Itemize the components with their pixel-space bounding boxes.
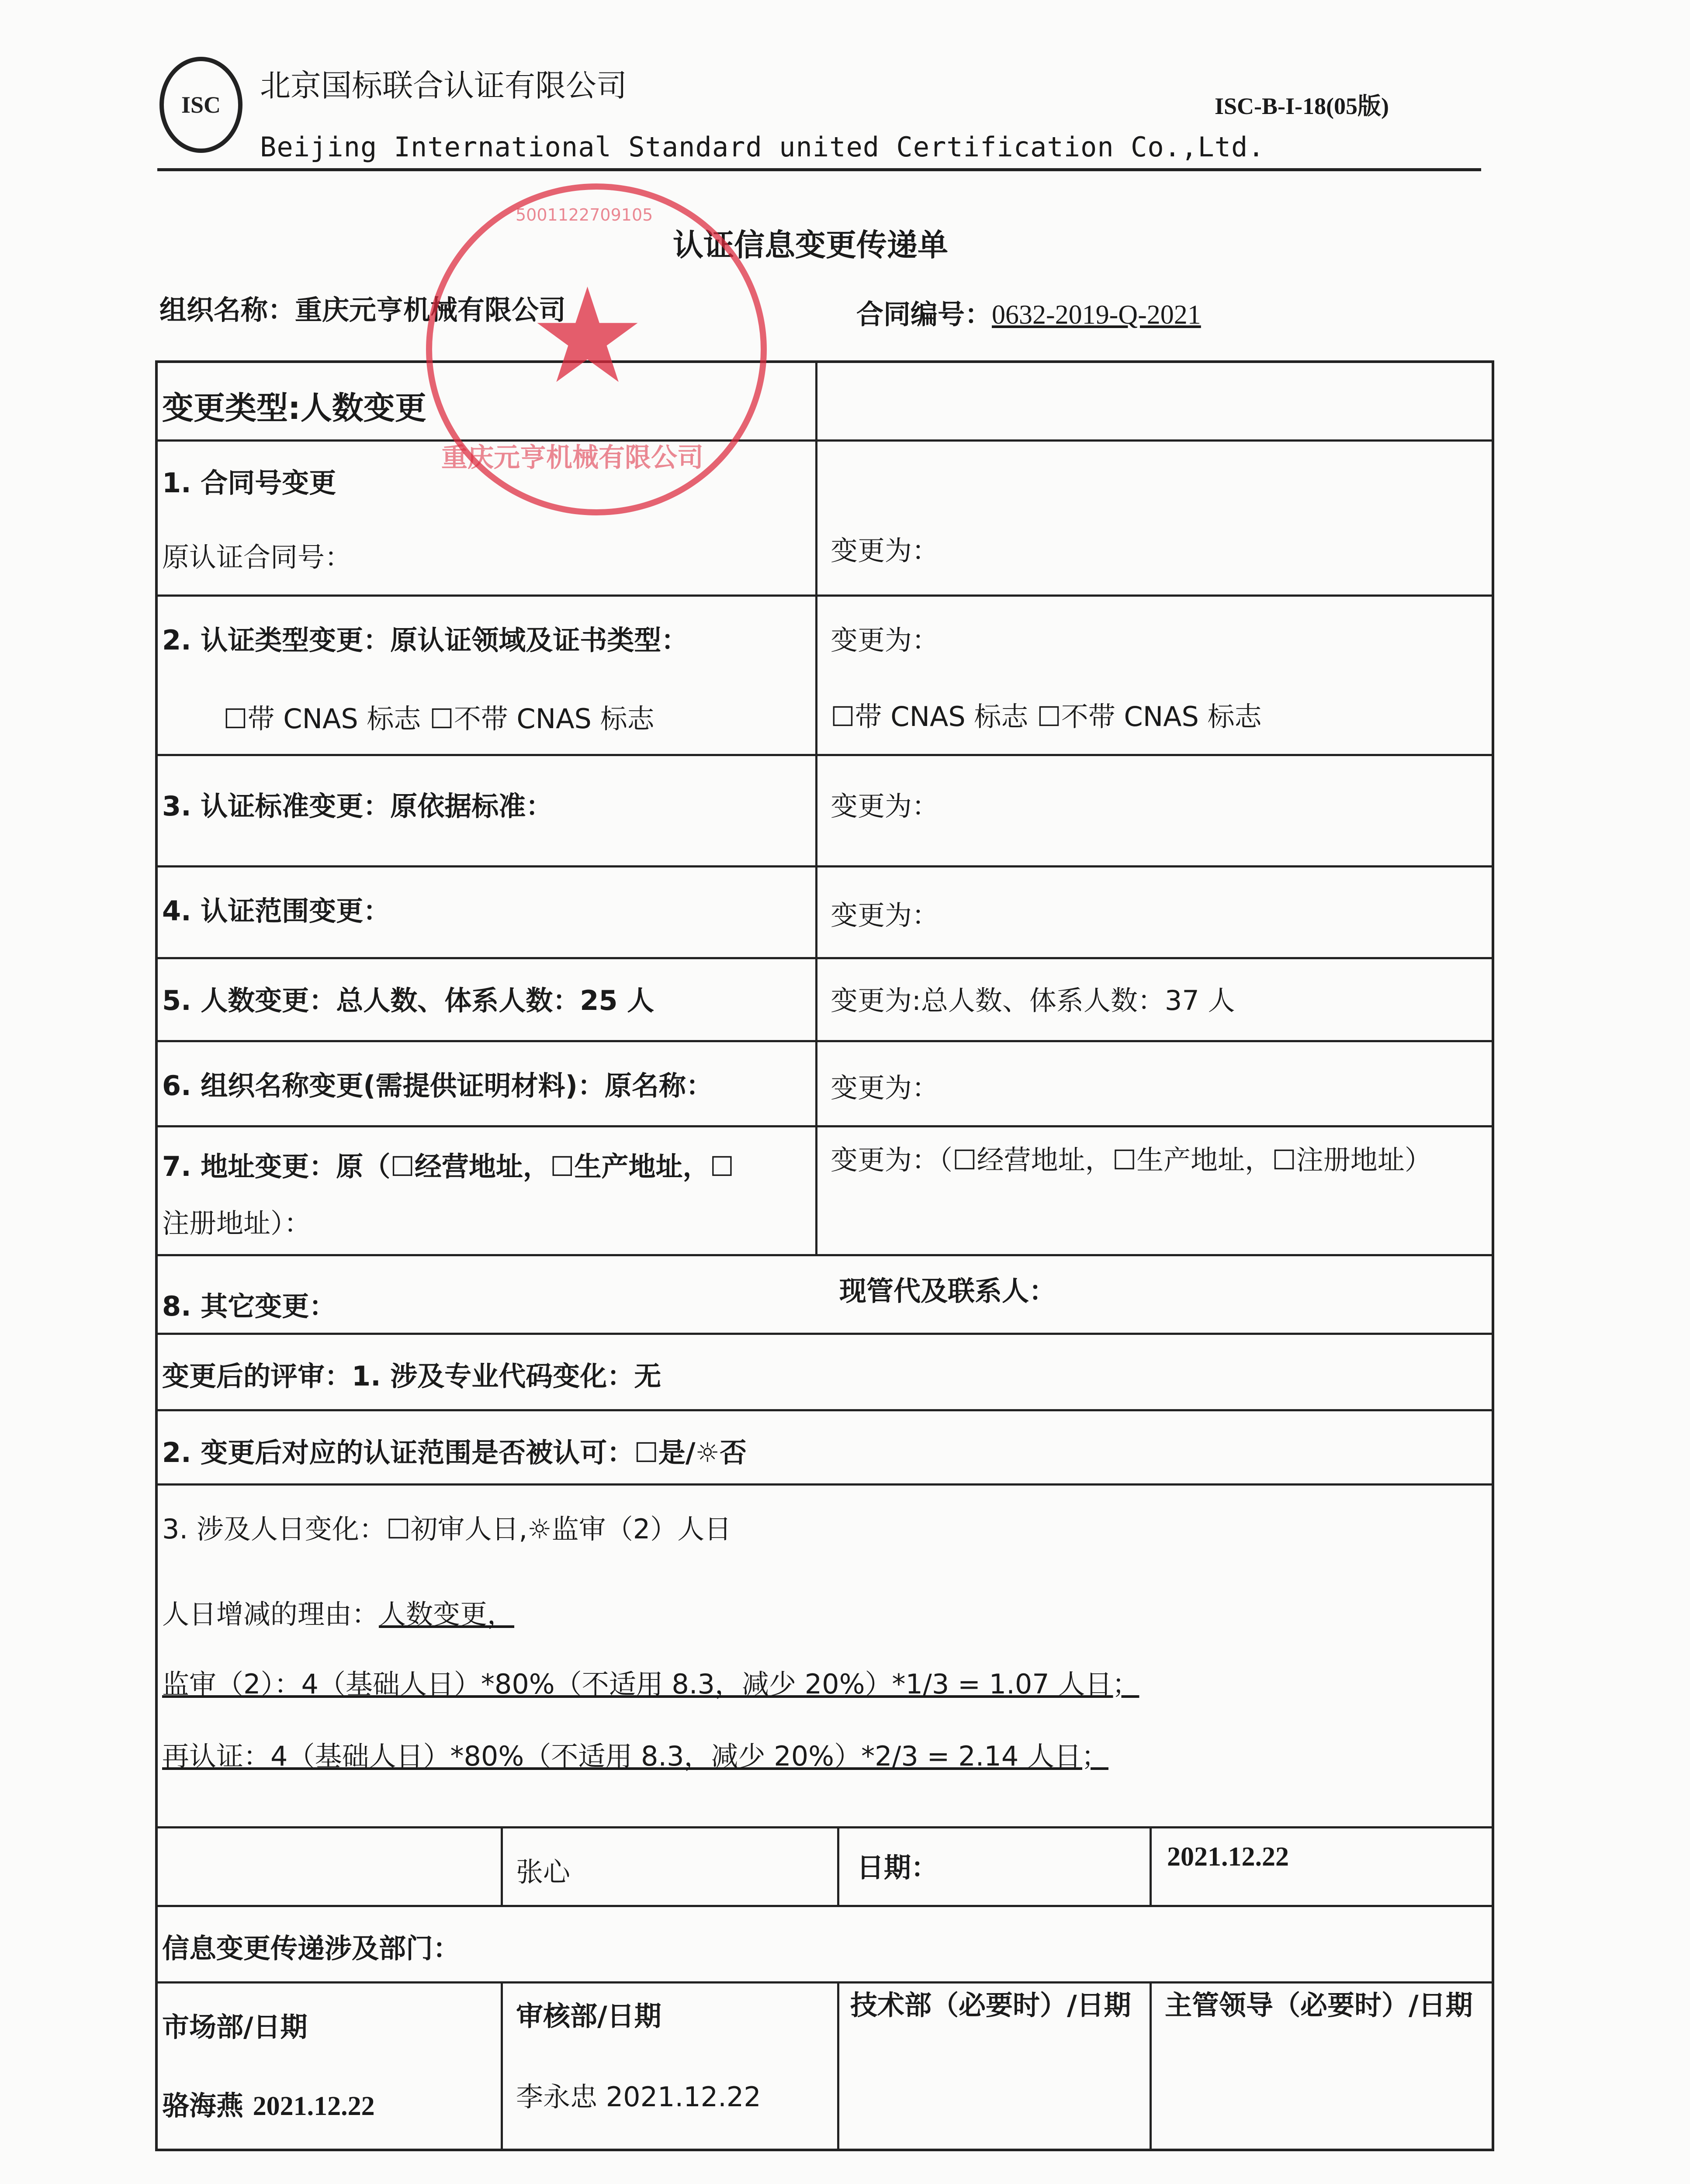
organization-name: 组织名称：重庆元亨机械有限公司 (159, 294, 566, 326)
audit-signature: 李永忠 2021.12.22 (516, 2081, 761, 2113)
reviewer-name: 张心 (516, 1856, 571, 1888)
headcount-change: 5. 人数变更：总人数、体系人数：25 人 (162, 985, 655, 1016)
contract-number-label: 合同编号： (856, 298, 992, 330)
address-change-cont: 注册地址）： (162, 1207, 312, 1239)
row-divider (158, 1826, 1493, 1828)
cert-type-new-options: ☐带 CNAS 标志 ☐不带 CNAS 标志 (831, 701, 1262, 733)
original-contract-label: 原认证合同号： (162, 541, 352, 573)
standard-change: 3. 认证标准变更：原依据标准： (162, 790, 553, 822)
company-name-cn: 北京国标联合认证有限公司 (260, 68, 627, 104)
surveillance-calc: 监审（2）：4（基础人日）*80%（不适用 8.3，减少 20%）*1/3 = 1.07 人日； (162, 1668, 1139, 1700)
scope-change-to: 变更为： (831, 899, 939, 931)
review-scope-accredited: 2. 变更后对应的认证范围是否被认可：☐是/☼否 (162, 1437, 747, 1469)
mandays-reason-value: 人数变更， (379, 1598, 515, 1630)
seal-star-icon: ★ (529, 260, 646, 412)
scope-change: 4. 认证范围变更： (162, 895, 391, 927)
review-mandays-change: 3. 涉及人日变化：☐初审人日,☼监审（2）人日 (162, 1513, 732, 1545)
column-divider (1150, 1826, 1152, 1905)
column-divider (837, 1826, 839, 1905)
document-title: 认证信息变更传递单 (673, 227, 948, 263)
date-value: 2021.12.22 (1167, 1842, 1289, 1872)
row-divider (158, 439, 1493, 442)
address-change-to: 变更为：（☐经营地址，☐生产地址，☐注册地址） (831, 1144, 1432, 1176)
mandays-reason (162, 1593, 514, 1631)
contract-number (856, 293, 1201, 332)
change-form-table (155, 360, 1494, 2151)
row-divider (158, 1125, 1493, 1127)
mandays-reason-label: 人日增减的理由： (162, 1598, 379, 1630)
column-divider (501, 1981, 503, 2149)
form-code: ISC-B-I-18(05版) (1215, 93, 1389, 119)
management-rep-contact: 现管代及联系人： (839, 1275, 1056, 1307)
row-divider (158, 1333, 1493, 1335)
header-rule (157, 168, 1481, 171)
cert-type-original-options: ☐带 CNAS 标志 ☐不带 CNAS 标志 (223, 703, 655, 735)
row-divider (158, 1905, 1493, 1907)
address-change: 7. 地址变更：原（☐经营地址，☐生产地址，☐ (162, 1151, 734, 1182)
seal-text: 重庆元亨机械有限公司 (441, 442, 703, 473)
seal-number: 5001122709105 (516, 205, 653, 225)
row-divider (158, 957, 1493, 959)
dept-marketing: 市场部/日期 (162, 2011, 308, 2043)
column-divider (501, 1826, 503, 1905)
isc-logo (159, 57, 242, 153)
marketing-signature (162, 2084, 375, 2123)
isc-logo-text: ISC (181, 92, 221, 118)
dept-audit: 审核部/日期 (516, 2000, 661, 2032)
dept-leadership: 主管领导（必要时）/日期 (1165, 1989, 1473, 2021)
marketing-sign-date: 2021.12.22 (253, 2091, 375, 2121)
recertification-calc: 再认证：4（基础人日）*80%（不适用 8.3，减少 20%）*2/3 = 2.14 人日； (162, 1740, 1108, 1772)
row-divider (158, 1040, 1493, 1042)
column-divider (815, 363, 817, 1254)
cert-type-change-title: 2. 认证类型变更：原认证领域及证书类型： (162, 624, 689, 656)
org-name-change: 6. 组织名称变更(需提供证明材料)：原名称： (162, 1070, 713, 1102)
row-divider (158, 594, 1493, 597)
row-divider (158, 1254, 1493, 1256)
review-code-change: 变更后的评审：1. 涉及专业代码变化：无 (162, 1360, 661, 1392)
company-name-en: Beijing International Standard united Certification Co.,Ltd. (260, 131, 1265, 163)
row-divider (158, 1483, 1493, 1486)
standard-change-to: 变更为： (831, 790, 939, 822)
contract-change-title: 1. 合同号变更 (162, 467, 336, 499)
other-change: 8. 其它变更： (162, 1290, 336, 1322)
date-label: 日期： (857, 1852, 939, 1883)
org-name-change-to: 变更为： (831, 1072, 939, 1104)
headcount-change-to: 变更为:总人数、体系人数：37 人 (831, 985, 1235, 1016)
contract-number-value: 0632-2019-Q-2021 (992, 300, 1201, 330)
cert-type-change-to: 变更为： (831, 624, 939, 656)
row-divider (158, 1409, 1493, 1411)
marketing-signer: 骆海燕 (162, 2090, 244, 2122)
contract-change-to: 变更为： (831, 535, 939, 567)
departments-label: 信息变更传递涉及部门： (162, 1932, 461, 1964)
column-divider (837, 1981, 839, 2149)
row-divider (158, 754, 1493, 756)
change-type: 变更类型:人数变更 (162, 390, 426, 426)
row-divider (158, 865, 1493, 867)
dept-technical: 技术部（必要时）/日期 (850, 1989, 1131, 2021)
column-divider (1150, 1981, 1152, 2149)
